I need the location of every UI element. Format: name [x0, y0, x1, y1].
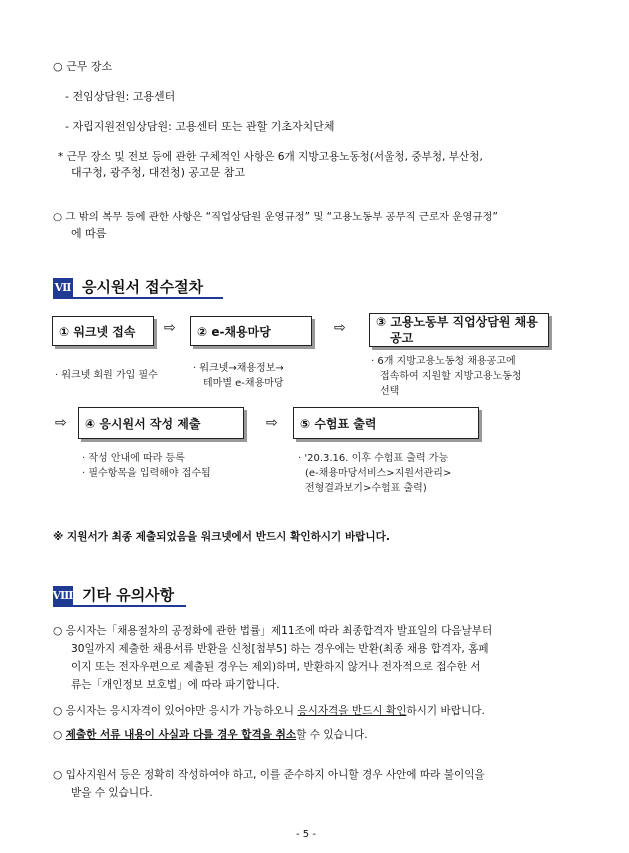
section7-title: 응시원서 접수절차 — [82, 278, 204, 296]
arrow-1-icon: ⇨ — [164, 320, 176, 336]
section7-underline — [53, 297, 223, 299]
step-5-desc-2: (e-채용마당서비스>지원서관리> — [305, 468, 452, 479]
step-1-label: ① 워크넷 접속 — [59, 324, 136, 339]
step-3-box — [369, 313, 549, 347]
section7-heading — [53, 276, 203, 299]
step-1-desc-1: · 워크넷 회원 가입 필수 — [55, 370, 158, 381]
step-1-box — [52, 316, 154, 346]
step-4-label: ④ 응시원서 작성 제출 — [85, 416, 201, 431]
p4-line1: ○ 입사지원서 등은 정확히 작성하여야 하고, 이를 준수하지 아니할 경우 사안에 따라 불이익을 — [53, 769, 485, 781]
step-3-desc-2: 접속하여 지원할 지방고용노동청 — [380, 371, 522, 382]
p1-line4: 류는「개인정보 보호법」에 따라 파기합니다. — [71, 679, 280, 691]
step-5-desc-1: · '20.3.16. 이후 수험표 출력 가능 — [298, 453, 449, 464]
service-line2: 에 따름 — [71, 227, 107, 240]
section8-heading — [53, 584, 174, 607]
work-place-note-line1: * 근무 장소 및 전보 등에 관한 구체적인 사항은 6개 지방고용노동청(서울청, 중부청, 부산청, — [58, 151, 483, 163]
step-3-desc-3: 선택 — [380, 386, 400, 397]
work-place-heading: ○ 근무 장소 — [53, 60, 113, 73]
step-4-desc-2: · 필수항목을 입력해야 접수됨 — [82, 468, 211, 479]
step-5-box — [293, 407, 479, 439]
step-3-label-line1: ③ 고용노동부 직업상담원 채용 — [376, 315, 538, 329]
step-2-desc-2: 테마별 e-채용마당 — [203, 378, 284, 389]
p3-suffix: 할 수 있습니다. — [296, 729, 368, 741]
section8-title: 기타 유의사항 — [82, 586, 175, 604]
p2-underlined: 응시자격을 반드시 확인 — [297, 705, 407, 717]
step-2-label: ② e-채용마당 — [197, 324, 271, 339]
p3 — [53, 727, 368, 743]
work-place-item-1: - 전임상담원: 고용센터 — [65, 90, 176, 103]
p4-line2: 받을 수 있습니다. — [71, 787, 153, 799]
arrow-3-icon: ⇨ — [55, 415, 67, 431]
step-4-desc-1: · 작성 안내에 따라 등록 — [82, 453, 185, 464]
page-number: - 5 - — [296, 829, 316, 840]
step-5-label: ⑤ 수험표 출력 — [300, 416, 377, 431]
section8-underline — [53, 605, 186, 607]
p1-line2: 30일까지 제출한 채용서류 반환을 신청[첨부5] 하는 경우에는 반환(최종 채용 합격자, 홈페 — [71, 643, 489, 655]
section8-roman: Ⅷ — [53, 586, 73, 606]
work-place-note-line2: 대구청, 광주청, 대전청) 공고문 참고 — [71, 166, 246, 179]
arrow-4-icon: ⇨ — [266, 415, 278, 431]
step-3-label-line2: 공고 — [390, 331, 414, 345]
p2-suffix: 하시기 바랍니다. — [406, 705, 485, 717]
p3-bold-underlined: 제출한 서류 내용이 사실과 다를 경우 합격을 취소 — [65, 729, 297, 741]
step-3-desc-1: · 6개 지방고용노동청 채용공고에 — [371, 356, 516, 367]
work-place-item-2: - 자립지원전임상담원: 고용센터 또는 관할 기초자치단체 — [65, 120, 335, 133]
p3-prefix: ○ — [53, 729, 66, 741]
step-5-desc-3: 전형결과보기>수험표 출력) — [305, 483, 427, 494]
step-2-desc-1: · 워크넷→채용정보→ — [193, 363, 284, 374]
p2-prefix: ○ 응시자는 응시자격이 있어야만 응시가 가능하오니 — [53, 705, 298, 717]
service-line1: ○ 그 밖의 복무 등에 관한 사항은 “직업상담원 운영규정” 및 “고용노동부 공무직 근로자 운영규정” — [53, 211, 498, 223]
section7-note: ※ 지원서가 최종 제출되었음을 워크넷에서 반드시 확인하시기 바랍니다. — [53, 531, 390, 543]
step-2-box — [190, 316, 312, 346]
section7-roman: Ⅶ — [53, 278, 73, 298]
p1-line1: ○ 응시자는「채용절차의 공정화에 관한 법률」제11조에 따라 최종합격자 발표일의 다음날부터 — [53, 625, 493, 637]
p2 — [53, 703, 485, 719]
p1-line3: 이지 또는 전자우편으로 제출된 경우는 제외)하며, 반환하지 않거나 전자적으로 접수한 서 — [71, 661, 481, 673]
step-4-box — [78, 407, 244, 439]
arrow-2-icon: ⇨ — [334, 320, 346, 336]
